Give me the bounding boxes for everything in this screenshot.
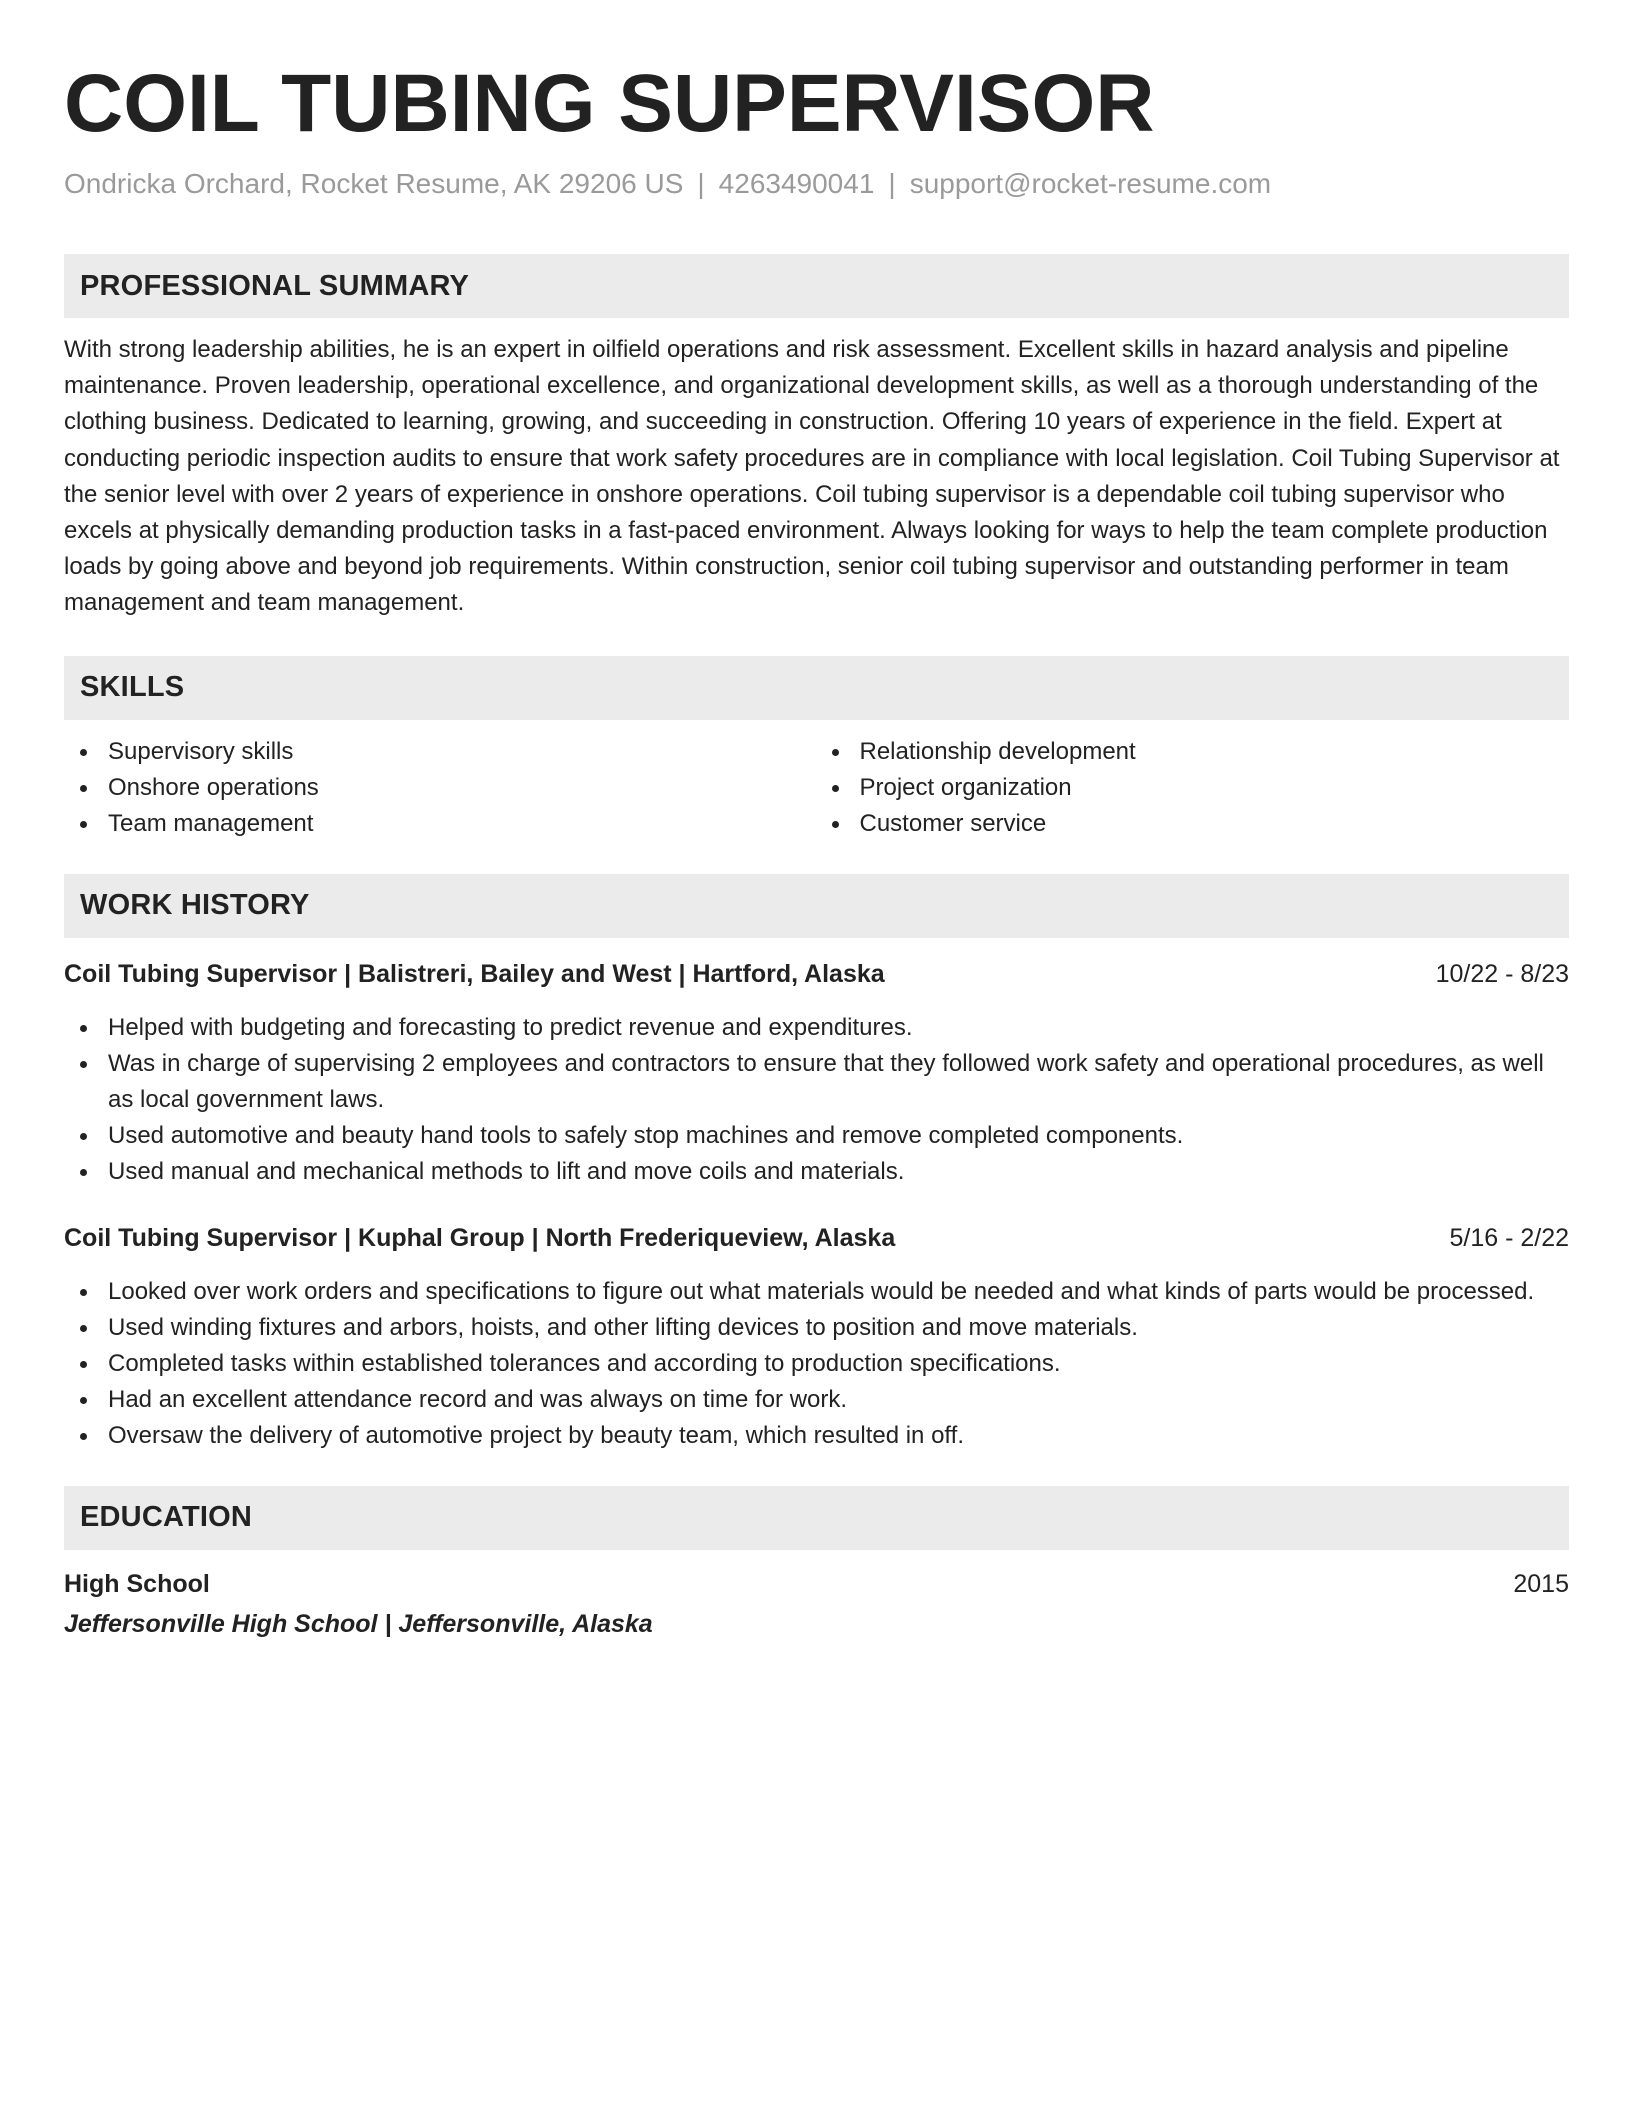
job-title: Coil Tubing Supervisor | Kuphal Group | North Frederiqueview, Alaska (64, 1223, 896, 1252)
job-entry (64, 1220, 1569, 1454)
contact-separator: | (697, 168, 705, 199)
education-degree: High School (64, 1569, 210, 1598)
contact-line (64, 166, 1569, 202)
summary-text: With strong leadership abilities, he is an expert in oilfield operations and risk assessment. Excellent skills in hazard analysis and pipeline maintenance. Proven leadership, operational excellence, and organizational development skills, as well as a thorough understanding of the clothing business. Dedicated to learning, growing, and succeeding in construction. Offering 10 years of experience in the field. Expert at conducting periodic inspection audits to ensure that work safety procedures are in compliance with local legislation. Coil Tubing Supervisor at the senior level with over 2 years of experience in onshore operations. Coil tubing supervisor is a dependable coil tubing supervisor who excels at physically demanding production tasks in a fast-paced environment. Always looking for ways to help the team complete production loads by going above and beyond job requirements. Within construction, senior coil tubing supervisor and outstanding performer in team management and team management. (64, 336, 1560, 617)
skill-item: Project organization (817, 770, 1570, 806)
job-bullet: Oversaw the delivery of automotive project by beauty team, which resulted in off. (64, 1418, 1569, 1454)
skill-item: Relationship development (817, 734, 1570, 770)
education-year: 2015 (1513, 1569, 1569, 1598)
job-bullets (64, 1274, 1569, 1454)
skill-item: Team management (64, 806, 817, 842)
job-bullet: Used automotive and beauty hand tools to safely stop machines and remove completed components. (64, 1118, 1569, 1154)
job-bullet: Helped with budgeting and forecasting to predict revenue and expenditures. (64, 1010, 1569, 1046)
section-header-work-history: WORK HISTORY (64, 874, 1569, 938)
education-school: Jeffersonville High School | Jeffersonville, Alaska (64, 1609, 653, 1638)
job-bullet: Used winding fixtures and arbors, hoists, and other lifting devices to position and move materials. (64, 1310, 1569, 1346)
education-header (64, 1566, 1569, 1602)
contact-phone: 4263490041 (718, 168, 875, 199)
section-header-skills: SKILLS (64, 656, 1569, 720)
skills-column-right (817, 734, 1570, 842)
job-entry (64, 956, 1569, 1190)
contact-address: Ondricka Orchard, Rocket Resume, AK 29206 US (64, 168, 684, 199)
resume-title: COIL TUBING SUPERVISOR (64, 58, 1155, 149)
skill-item: Supervisory skills (64, 734, 817, 770)
job-dates: 10/22 - 8/23 (1435, 959, 1569, 988)
skills-list (64, 734, 1569, 842)
section-header-education: EDUCATION (64, 1486, 1569, 1550)
job-header (64, 1220, 1569, 1256)
job-title: Coil Tubing Supervisor | Balistreri, Bailey and West | Hartford, Alaska (64, 959, 885, 988)
skills-column-left (64, 734, 817, 842)
section-header-summary: PROFESSIONAL SUMMARY (64, 254, 1569, 318)
contact-separator: | (888, 168, 896, 199)
job-bullet: Completed tasks within established tolerances and according to production specifications. (64, 1346, 1569, 1382)
contact-email: support@rocket-resume.com (909, 168, 1272, 199)
education-entry (64, 1566, 1569, 1642)
job-bullet: Used manual and mechanical methods to lift and move coils and materials. (64, 1154, 1569, 1190)
job-header (64, 956, 1569, 992)
job-dates: 5/16 - 2/22 (1449, 1223, 1569, 1252)
skill-item: Onshore operations (64, 770, 817, 806)
job-bullets (64, 1010, 1569, 1190)
job-bullet: Was in charge of supervising 2 employees and contractors to ensure that they followed work safety and operational procedures, as well as local government laws. (64, 1046, 1569, 1118)
job-bullet: Looked over work orders and specifications to figure out what materials would be needed and what kinds of parts would be processed. (64, 1274, 1569, 1310)
skill-item: Customer service (817, 806, 1570, 842)
resume-page (64, 56, 1569, 1642)
job-bullet: Had an excellent attendance record and was always on time for work. (64, 1382, 1569, 1418)
